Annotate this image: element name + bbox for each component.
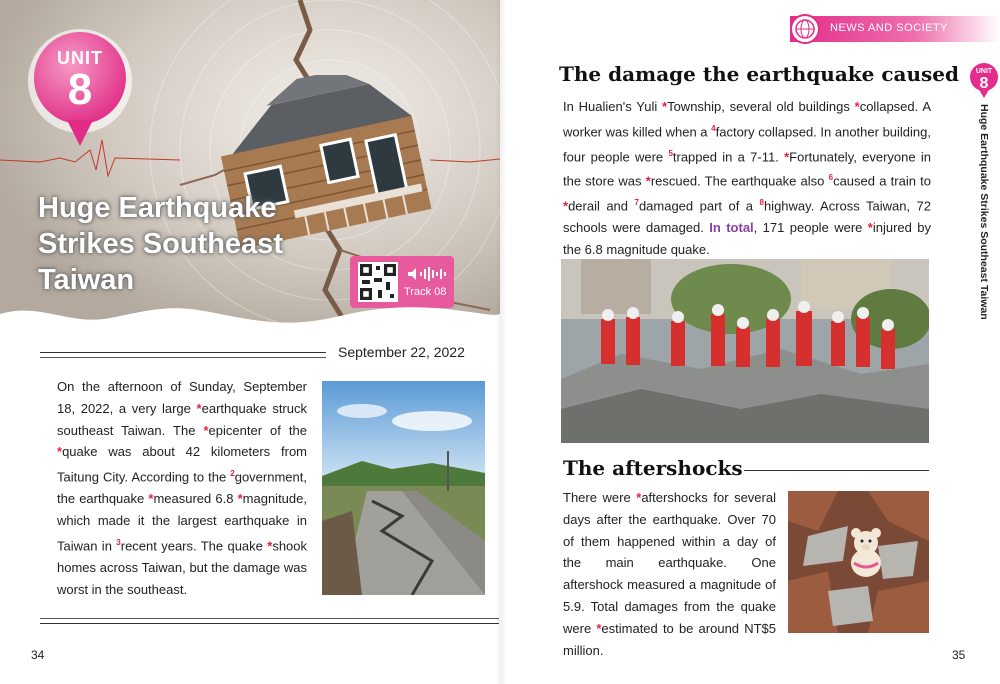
vocab-word: caused	[833, 173, 875, 189]
asterisk-marker: *	[148, 491, 154, 507]
text-run: collapsed. In another building, four people were	[563, 123, 931, 164]
vocab-word: aftershocks	[641, 490, 708, 505]
asterisk-marker: *	[784, 148, 790, 164]
text-run: a train to	[874, 173, 931, 189]
vocab-word: epicenter	[208, 422, 263, 438]
vocab-word: derail	[568, 198, 600, 214]
article-paragraph	[57, 376, 307, 601]
sound-wave-icon	[406, 266, 448, 282]
vocab-number: 2	[230, 469, 235, 479]
hero-image	[0, 0, 500, 330]
news-globe-icon	[790, 14, 820, 44]
title-line: Taiwan	[38, 264, 135, 296]
text-run: homes across Taiwan, but the damage was worst in the southeast.	[57, 560, 307, 597]
section-heading: The aftershocks	[563, 456, 743, 480]
vocab-word: earthquake	[201, 400, 267, 416]
asterisk-marker: *	[237, 491, 243, 507]
vocab-word: trapped	[672, 148, 717, 164]
page-number: 34	[31, 648, 45, 662]
vocab-word: factory	[715, 123, 755, 139]
text-run: . The earthquake also	[697, 173, 829, 189]
unit-badge	[27, 28, 133, 158]
vocab-number: 5	[668, 148, 673, 158]
asterisk-marker: *	[662, 99, 668, 114]
vocab-word: shook	[272, 538, 308, 554]
text-run: , everyone in the store was	[563, 148, 931, 189]
damaged-road-photo	[322, 381, 485, 595]
side-unit-number: 8	[979, 75, 989, 92]
bottom-divider-line	[40, 618, 499, 619]
asterisk-marker: *	[854, 99, 860, 114]
section-header-label: NEWS AND SOCIETY	[830, 22, 949, 34]
vocab-number: 8	[759, 198, 764, 208]
page-number: 35	[952, 648, 966, 662]
text-run: and	[599, 198, 635, 214]
asterisk-marker: *	[563, 198, 569, 214]
text-run: struck southeast Taiwan. The	[57, 400, 307, 438]
text-run: part of a	[693, 198, 760, 214]
vocab-number: 7	[634, 198, 639, 208]
article-title	[38, 190, 338, 298]
bottom-divider-line	[40, 623, 499, 624]
text-run: to be around NT$5 million.	[563, 620, 776, 658]
vocab-word: measured	[153, 491, 212, 507]
article-date: September 22, 2022	[338, 344, 465, 360]
article-paragraph	[563, 487, 776, 661]
unit-number: 8	[67, 65, 93, 114]
text-run: by the 6.8 magnitude quake.	[563, 220, 932, 257]
vocab-word: Fortunately	[789, 148, 854, 164]
vocab-word: damaged	[638, 198, 694, 214]
vocab-number: 4	[711, 123, 716, 133]
text-run: On the afternoon of Sunday, September 18, 2022, a very large	[57, 379, 307, 416]
text-run: , which made it the largest earthquake in Taiwan in	[57, 491, 307, 554]
side-unit-label: UNIT	[975, 68, 993, 75]
text-run: , the earthquake	[57, 469, 307, 507]
text-run: of the	[262, 422, 308, 438]
right-page	[500, 0, 1000, 684]
vocab-word: recent	[120, 538, 157, 554]
text-run: for several days after the earthquake. Over 70 of them happened within a day of the main earthquake. One aftershock measured a magnitude of 5.9. Total damages from the quake were	[563, 490, 776, 636]
track-label: Track 08	[404, 286, 447, 298]
vocab-word: collapsed	[859, 99, 915, 114]
text-run: In Hualien's Yuli	[563, 99, 663, 114]
divider-line	[40, 352, 326, 353]
title-line: Huge Earthquake	[38, 192, 277, 224]
vocab-word: government	[234, 469, 304, 485]
side-running-title: Huge Earthquake Strikes Southeast Taiwan	[978, 104, 990, 320]
phrase-highlight: In total	[709, 220, 754, 236]
text-run: There were	[563, 490, 637, 505]
vocab-word: magnitude	[242, 491, 304, 507]
text-run: was about 42 kilometers from Taitung City. According to the	[57, 444, 307, 485]
section-heading: The damage the earthquake caused	[559, 62, 959, 86]
text-run: 6.8	[211, 491, 238, 507]
text-run: , several old buildings	[721, 99, 855, 114]
vocab-number: 3	[116, 537, 121, 547]
page-gutter	[496, 0, 506, 684]
asterisk-marker: *	[867, 220, 873, 236]
vocab-number: 6	[828, 173, 834, 183]
asterisk-marker: *	[196, 400, 202, 416]
text-run: . A worker was killed when a	[563, 99, 931, 139]
heading-rule	[744, 470, 929, 471]
vocab-word: injured	[872, 220, 912, 236]
asterisk-marker: *	[636, 490, 642, 505]
title-line: Strikes Southeast	[38, 228, 283, 260]
vocab-word: rescued	[650, 173, 698, 189]
vocab-word: estimated	[601, 620, 658, 636]
teddy-bear-rubble-photo	[788, 491, 929, 633]
asterisk-marker: *	[203, 422, 209, 438]
text-run: , 171 people were	[753, 220, 868, 236]
text-run: in a 7-11.	[716, 148, 785, 164]
asterisk-marker: *	[267, 538, 273, 554]
wave-divider	[0, 296, 500, 336]
divider-line	[40, 357, 326, 358]
asterisk-marker: *	[596, 620, 602, 636]
vocab-word: highway	[763, 198, 811, 214]
text-run: years. The quake	[156, 538, 268, 554]
asterisk-marker: *	[645, 173, 651, 189]
text-run: . Across Taiwan, 72 schools were damaged.	[563, 198, 932, 236]
rescue-workers-photo	[561, 259, 929, 443]
vocab-word: Township	[667, 99, 722, 114]
article-paragraph	[563, 96, 931, 260]
vocab-word: quake	[62, 444, 98, 460]
asterisk-marker: *	[57, 444, 63, 460]
unit-label: UNIT	[57, 48, 103, 68]
